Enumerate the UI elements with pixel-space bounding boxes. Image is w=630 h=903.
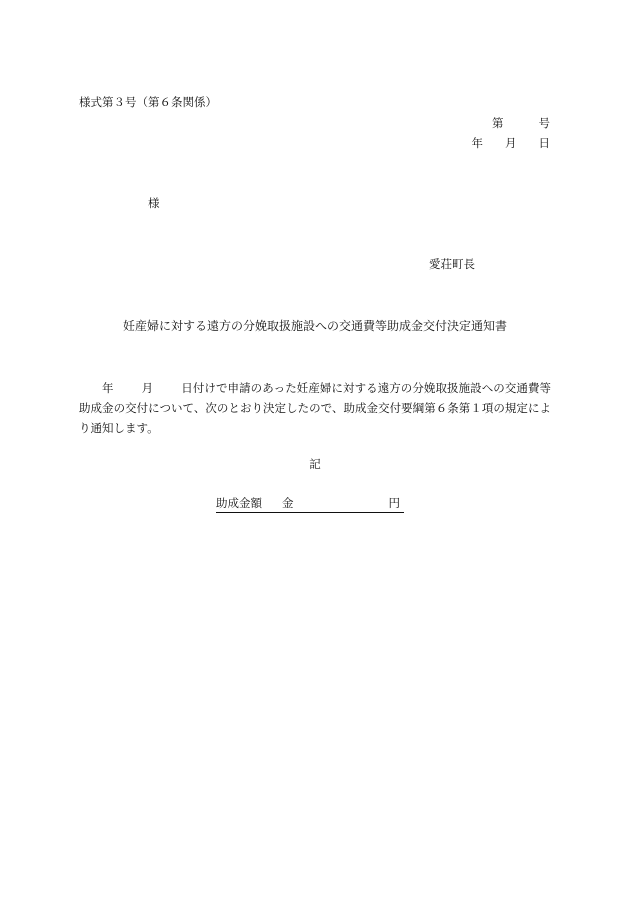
amount-prefix: 金 (282, 496, 294, 510)
date-day: 日 (538, 136, 550, 150)
grant-amount (216, 498, 404, 513)
body-year: 年 (102, 381, 114, 395)
addressee-honorific: 様 (148, 196, 160, 210)
amount-label: 助成金額 (216, 496, 262, 510)
body-paragraph (79, 378, 551, 438)
document-number-prefix: 第 (492, 116, 504, 130)
body-month: 月 (141, 381, 154, 395)
issuer-name: 愛荘町長 (429, 257, 475, 271)
date-year: 年 (471, 136, 483, 150)
date-month: 月 (505, 136, 517, 150)
note-mark: 記 (309, 457, 321, 471)
issue-date (472, 138, 551, 150)
form-label: 様式第３号（第６条関係） (79, 95, 217, 109)
amount-unit: 円 (388, 496, 400, 510)
document-number (492, 118, 550, 130)
document-title: 妊産婦に対する遠方の分娩取扱施設への交通費等助成金交付決定通知書 (122, 319, 507, 333)
body-text: 日付けで申請のあった妊産婦に対する遠方の分娩取扱施設への交通費等助成金の交付について、次のとおり決定したので、助成金交付要綱第６条第１項の規定により通知します。 (79, 381, 552, 435)
document-number-suffix: 号 (538, 116, 550, 130)
